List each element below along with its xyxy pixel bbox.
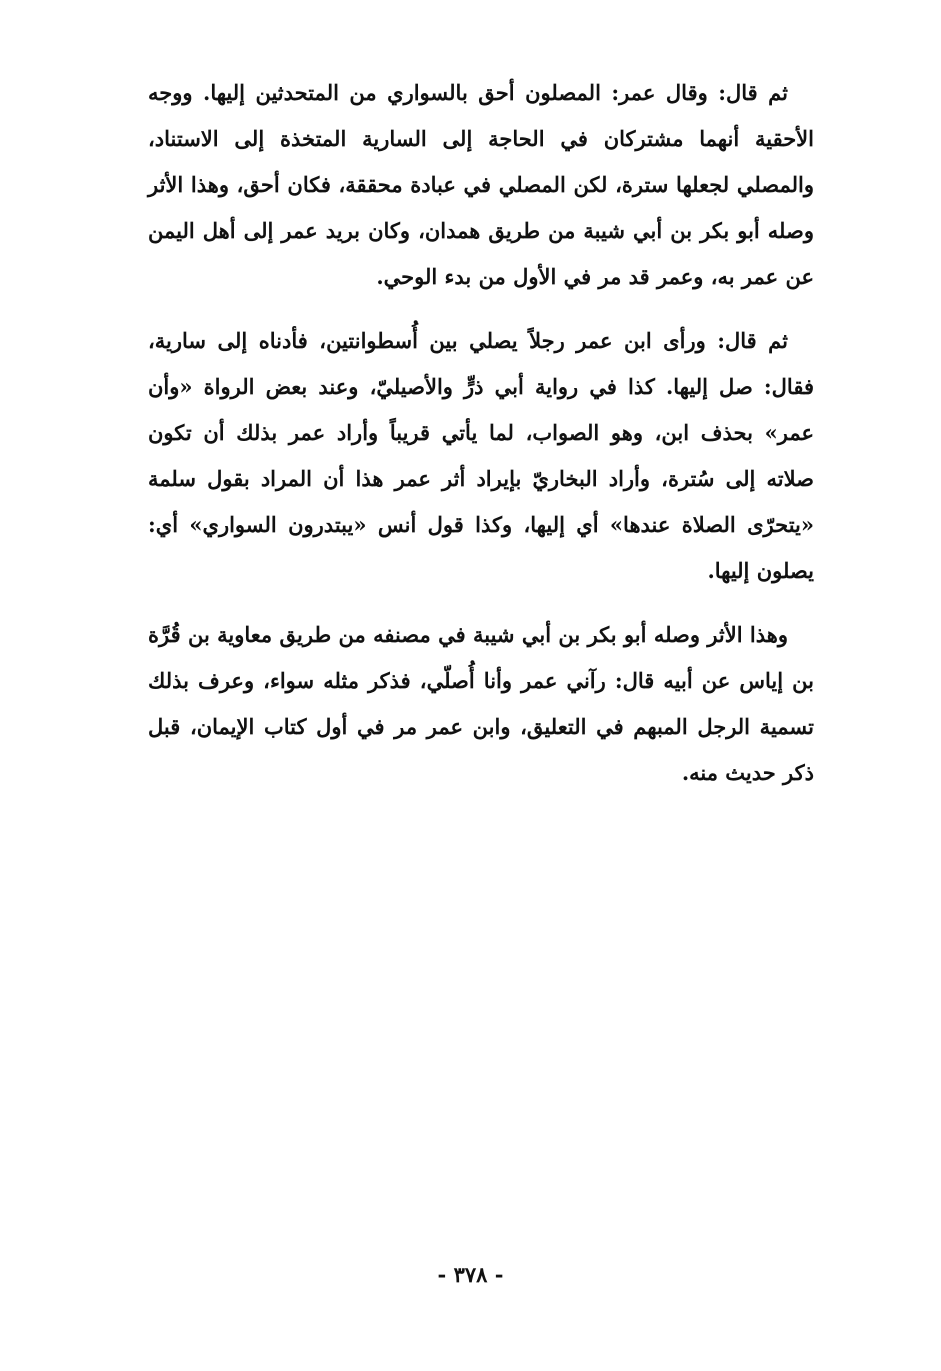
page-number: - ٣٧٨ - (437, 1262, 504, 1287)
body-text (148, 70, 814, 814)
paragraph-1: ثم قال: وقال عمر: المصلون أحق بالسواري من المتحدثين إليها. ووجه الأحقية أنهما مشتركان في الحاجة إلى السارية المتخذة إلى الاستناد، والمصلي لجعلها سترة، لكن المصلي في عبادة محققة، فكان أحق، وهذا الأثر وصله أبو بكر بن أبي شيبة من طريق همدان، وكان بريد عمر إلى أهل اليمن عن عمر به، وعمر قد مر في الأول من بدء الوحي. (148, 80, 814, 289)
paragraph-3: وهذا الأثر وصله أبو بكر بن أبي شيبة في مصنفه من طريق معاوية بن قُرَّة بن إياس عن أبيه قال: رآني عمر وأنا أُصلّي، فذكر مثله سواء، وعرف بذلك تسمية الرجل المبهم في التعليق، وابن عمر مر في أول كتاب الإيمان، قبل ذكر حديث منه. (148, 622, 814, 785)
paragraph-2: ثم قال: ورأى ابن عمر رجلاً يصلي بين أُسطوانتين، فأدناه إلى سارية، فقال: صل إليها. كذا في رواية أبي ذرٍّ والأصيليّ، وعند بعض الرواة «وأن عمر» بحذف ابن، وهو الصواب، لما يأتي قريباً وأراد عمر بذلك أن تكون صلاته إلى سُترة، وأراد البخاريّ بإيراد أثر عمر هذا أن المراد بقول سلمة «يتحرّى الصلاة عندها» أي إليها، وكذا قول أنس «يبتدرون السواري» أي: يصلون إليها. (148, 328, 814, 583)
